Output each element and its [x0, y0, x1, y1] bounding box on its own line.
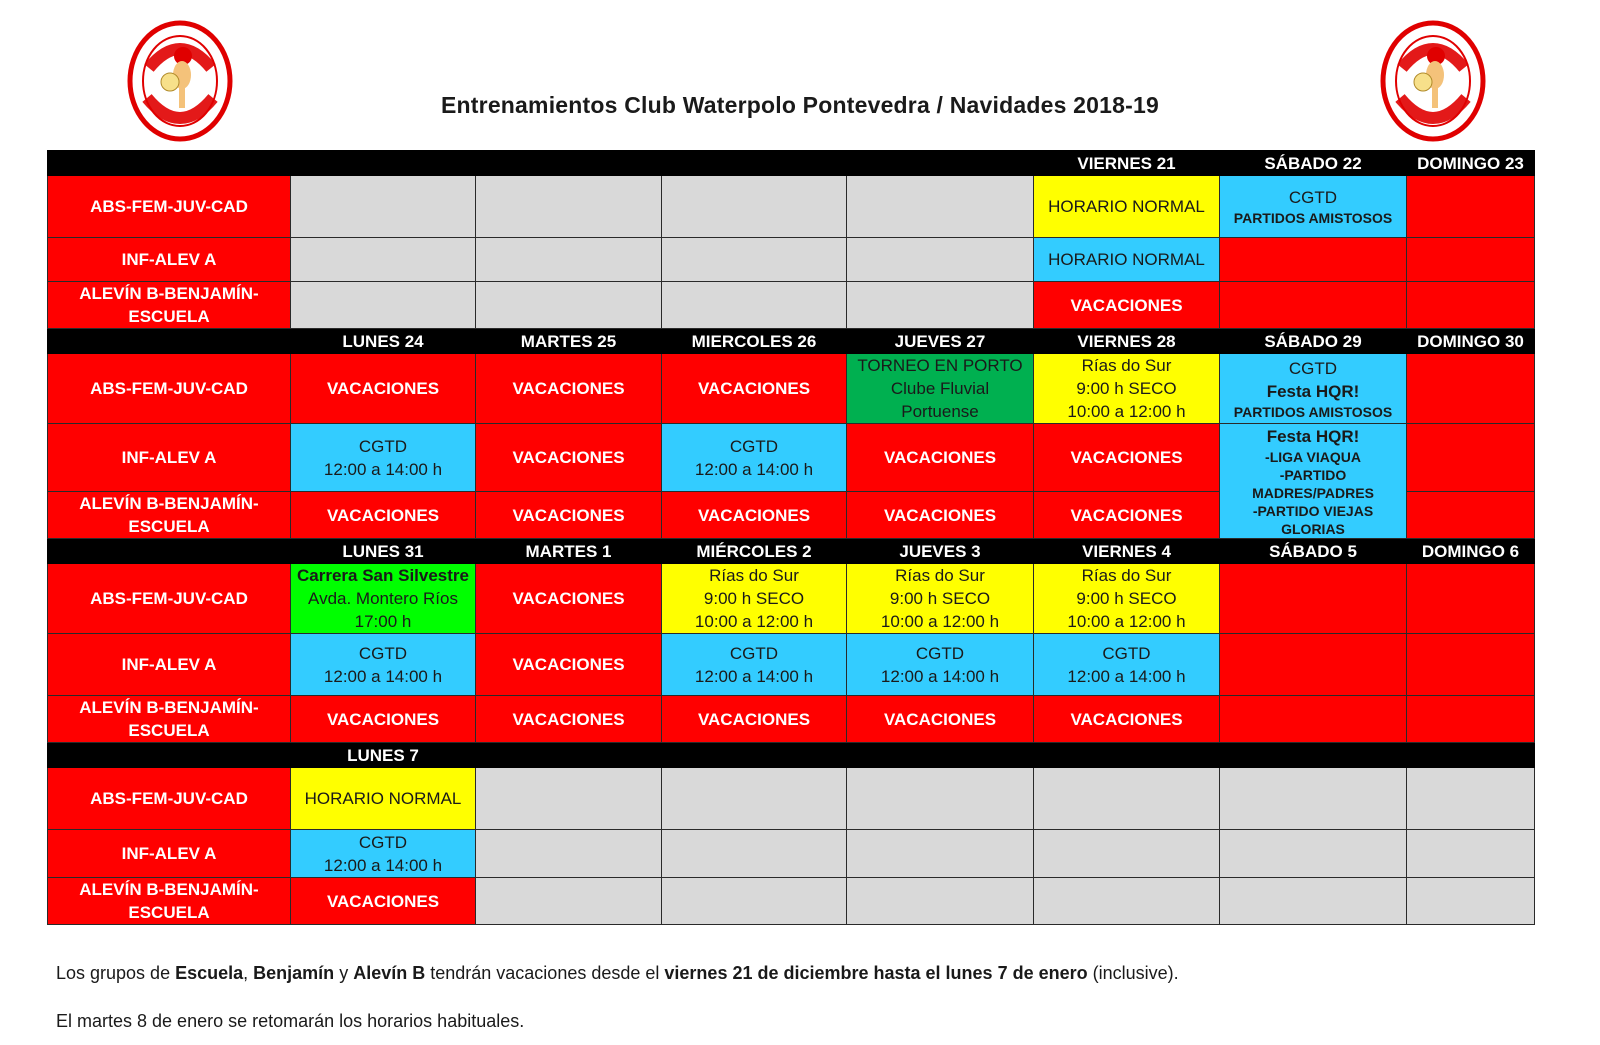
- empty-cell: [476, 176, 662, 238]
- club-logo-left: [127, 20, 233, 142]
- cell-line: -LIGA VIAQUA: [1265, 448, 1361, 465]
- schedule-cell: [1407, 696, 1535, 743]
- footer-text: ,: [243, 963, 254, 983]
- empty-cell: [476, 768, 662, 830]
- group-label: INF-ALEV A: [48, 238, 291, 282]
- empty-cell: [662, 830, 847, 878]
- day-header: JUEVES 27: [847, 329, 1034, 354]
- schedule-cell: [1220, 424, 1407, 539]
- footer-text: (inclusive).: [1087, 963, 1179, 983]
- cell-line: -PARTIDO: [1279, 466, 1347, 483]
- cell-line: MADRES/PADRES: [1252, 484, 1374, 501]
- schedule-cell: VACACIONES: [476, 424, 662, 492]
- schedule-cell: [1034, 634, 1220, 696]
- schedule-cell: VACACIONES: [662, 492, 847, 539]
- empty-cell: [476, 282, 662, 329]
- week-header-row: [48, 743, 1535, 768]
- week-header-row: [48, 329, 1535, 354]
- day-header: DOMINGO 6: [1407, 539, 1535, 564]
- schedule-cell: [1407, 176, 1535, 238]
- footer-bold: Benjamín: [253, 963, 335, 983]
- cell-line: 9:00 h SECO: [889, 589, 991, 608]
- schedule-cell: HORARIO NORMAL: [291, 768, 476, 830]
- schedule-row: [48, 354, 1535, 424]
- group-label: INF-ALEV A: [48, 830, 291, 878]
- schedule-cell: [1220, 354, 1407, 424]
- schedule-cell: [1220, 282, 1407, 329]
- schedule-cell: [291, 424, 476, 492]
- schedule-cell: [1407, 634, 1535, 696]
- cell-line: Carrera San Silvestre: [297, 566, 469, 585]
- cell-line: CGTD: [358, 643, 408, 663]
- day-header: [1034, 743, 1220, 768]
- day-header: [662, 743, 847, 768]
- day-header: [476, 743, 662, 768]
- cell-line: 12:00 a 14:00 h: [323, 666, 443, 686]
- day-header: [291, 151, 476, 176]
- group-label: ABS-FEM-JUV-CAD: [48, 768, 291, 830]
- day-header: SÁBADO 22: [1220, 151, 1407, 176]
- cell-line: 12:00 a 14:00 h: [694, 459, 814, 479]
- cell-line: 10:00 a 12:00 h: [694, 612, 814, 631]
- cell-line: Portuense: [901, 402, 979, 421]
- empty-cell: [847, 282, 1034, 329]
- schedule-cell: [291, 564, 476, 634]
- cell-line: CGTD: [1102, 643, 1151, 663]
- empty-cell: [847, 768, 1034, 830]
- empty-cell: [662, 282, 847, 329]
- day-header: SÁBADO 29: [1220, 329, 1407, 354]
- schedule-cell: [1407, 238, 1535, 282]
- empty-cell: [662, 768, 847, 830]
- schedule-row: [48, 696, 1535, 743]
- group-label: INF-ALEV A: [48, 424, 291, 492]
- cell-line: Rías do Sur: [1081, 356, 1172, 375]
- cell-line: 9:00 h SECO: [1076, 379, 1177, 398]
- schedule-cell: [847, 564, 1034, 634]
- schedule-cell: [1034, 564, 1220, 634]
- day-header: JUEVES 3: [847, 539, 1034, 564]
- cell-line: Avda. Montero Ríos: [308, 589, 458, 608]
- schedule-cell: VACACIONES: [291, 354, 476, 424]
- empty-cell: [291, 282, 476, 329]
- schedule-row: [48, 176, 1535, 238]
- day-header: MIERCOLES 26: [662, 329, 847, 354]
- footer-bold: viernes 21 de diciembre hasta el lunes 7 de enero: [664, 963, 1088, 983]
- day-header: MARTES 25: [476, 329, 662, 354]
- group-label: ABS-FEM-JUV-CAD: [48, 176, 291, 238]
- empty-cell: [476, 878, 662, 925]
- schedule-table: [47, 150, 1535, 925]
- cell-line: PARTIDOS AMISTOSOS: [1233, 210, 1393, 226]
- header-group-cell: [48, 743, 291, 768]
- schedule-cell: [1407, 424, 1535, 492]
- cell-line: 12:00 a 14:00 h: [880, 666, 1000, 686]
- schedule-cell: VACACIONES: [291, 492, 476, 539]
- day-header: SÁBADO 5: [1220, 539, 1407, 564]
- schedule-row: [48, 768, 1535, 830]
- cell-line: CGTD: [1288, 358, 1338, 378]
- schedule-cell: VACACIONES: [476, 354, 662, 424]
- schedule-cell: VACACIONES: [476, 696, 662, 743]
- footer-bold: Escuela: [175, 963, 244, 983]
- empty-cell: [1220, 830, 1407, 878]
- group-label: INF-ALEV A: [48, 634, 291, 696]
- empty-cell: [476, 830, 662, 878]
- cell-line: CGTD: [1288, 188, 1338, 207]
- schedule-cell: VACACIONES: [291, 878, 476, 925]
- header-group-cell: [48, 151, 291, 176]
- schedule-cell: VACACIONES: [1034, 696, 1220, 743]
- schedule-cell: VACACIONES: [662, 696, 847, 743]
- footer-note-vacations: [56, 963, 1179, 984]
- cell-line: PARTIDOS AMISTOSOS: [1233, 403, 1393, 420]
- empty-cell: [847, 176, 1034, 238]
- schedule-row: [48, 424, 1535, 492]
- day-header: [847, 151, 1034, 176]
- group-label: ABS-FEM-JUV-CAD: [48, 564, 291, 634]
- empty-cell: [847, 830, 1034, 878]
- footer-text: y: [334, 963, 354, 983]
- schedule-row: [48, 830, 1535, 878]
- cell-line: Festa HQR!: [1266, 381, 1360, 401]
- empty-cell: [1407, 830, 1535, 878]
- schedule-cell: VACACIONES: [847, 424, 1034, 492]
- cell-line: 17:00 h: [354, 612, 412, 631]
- group-label: ALEVÍN B-BENJAMÍN-ESCUELA: [48, 282, 291, 329]
- schedule-row: [48, 878, 1535, 925]
- schedule-cell: VACACIONES: [1034, 424, 1220, 492]
- cell-line: 12:00 a 14:00 h: [694, 666, 814, 686]
- day-header: DOMINGO 30: [1407, 329, 1535, 354]
- schedule-cell: HORARIO NORMAL: [1034, 238, 1220, 282]
- week-header-row: [48, 539, 1535, 564]
- schedule-cell: [1407, 282, 1535, 329]
- day-header: LUNES 7: [291, 743, 476, 768]
- empty-cell: [662, 238, 847, 282]
- day-header: [476, 151, 662, 176]
- schedule-cell: VACACIONES: [1034, 492, 1220, 539]
- cell-line: Rías do Sur: [709, 566, 799, 585]
- schedule-cell: VACACIONES: [847, 696, 1034, 743]
- schedule-cell: HORARIO NORMAL: [1034, 176, 1220, 238]
- schedule-row: [48, 564, 1535, 634]
- empty-cell: [662, 878, 847, 925]
- day-header: LUNES 24: [291, 329, 476, 354]
- schedule-cell: [1220, 176, 1407, 238]
- schedule-cell: [662, 634, 847, 696]
- schedule-cell: [291, 634, 476, 696]
- cell-line: CGTD: [358, 436, 408, 456]
- group-label: ABS-FEM-JUV-CAD: [48, 354, 291, 424]
- cell-line: 10:00 a 12:00 h: [1067, 402, 1186, 421]
- cell-line: 9:00 h SECO: [1076, 589, 1177, 608]
- header-group-cell: [48, 539, 291, 564]
- empty-cell: [1407, 768, 1535, 830]
- empty-cell: [662, 176, 847, 238]
- empty-cell: [847, 238, 1034, 282]
- day-header: MARTES 1: [476, 539, 662, 564]
- cell-line: Clube Fluvial: [890, 379, 990, 398]
- empty-cell: [291, 238, 476, 282]
- day-header: [1220, 743, 1407, 768]
- cell-line: Rías do Sur: [1081, 566, 1172, 585]
- schedule-cell: [291, 830, 476, 878]
- cell-line: 9:00 h SECO: [703, 589, 805, 608]
- cell-line: -PARTIDO VIEJAS GLORIAS: [1252, 502, 1374, 537]
- schedule-cell: [1220, 634, 1407, 696]
- cell-line: 12:00 a 14:00 h: [323, 459, 443, 479]
- cell-line: 10:00 a 12:00 h: [1067, 612, 1186, 631]
- cell-line: CGTD: [915, 643, 965, 663]
- header-group-cell: [48, 329, 291, 354]
- day-header: MIÉRCOLES 2: [662, 539, 847, 564]
- footer-bold: Alevín B: [353, 963, 426, 983]
- schedule-cell: [1407, 492, 1535, 539]
- footer-note-resume: El martes 8 de enero se retomarán los horarios habituales.: [56, 1011, 525, 1031]
- club-logo-right: [1380, 20, 1486, 142]
- schedule-cell: [1220, 696, 1407, 743]
- day-header: DOMINGO 23: [1407, 151, 1535, 176]
- schedule-cell: [1220, 564, 1407, 634]
- schedule-cell: [1034, 354, 1220, 424]
- empty-cell: [291, 176, 476, 238]
- cell-line: CGTD: [358, 832, 408, 852]
- empty-cell: [476, 238, 662, 282]
- schedule-row: [48, 634, 1535, 696]
- schedule-cell: [847, 354, 1034, 424]
- cell-line: 12:00 a 14:00 h: [323, 855, 443, 875]
- footer-text: Los grupos de: [56, 963, 176, 983]
- day-header: [662, 151, 847, 176]
- cell-line: Rías do Sur: [895, 566, 985, 585]
- empty-cell: [1034, 768, 1220, 830]
- schedule-cell: [662, 564, 847, 634]
- schedule-cell: VACACIONES: [1034, 282, 1220, 329]
- empty-cell: [847, 878, 1034, 925]
- cell-line: 12:00 a 14:00 h: [1067, 666, 1186, 686]
- day-header: VIERNES 28: [1034, 329, 1220, 354]
- schedule-row: [48, 238, 1535, 282]
- schedule-cell: VACACIONES: [476, 634, 662, 696]
- cell-line: TORNEO EN PORTO: [857, 356, 1023, 375]
- schedule-cell: VACACIONES: [662, 354, 847, 424]
- schedule-cell: [1220, 238, 1407, 282]
- page-title: Entrenamientos Club Waterpolo Pontevedra / Navidades 2018-19: [441, 92, 1159, 118]
- cell-line: Festa HQR!: [1266, 426, 1360, 446]
- empty-cell: [1220, 878, 1407, 925]
- day-header: VIERNES 21: [1034, 151, 1220, 176]
- empty-cell: [1220, 768, 1407, 830]
- schedule-cell: [1407, 564, 1535, 634]
- schedule-cell: VACACIONES: [847, 492, 1034, 539]
- schedule-row: [48, 282, 1535, 329]
- empty-cell: [1034, 878, 1220, 925]
- schedule-cell: VACACIONES: [476, 564, 662, 634]
- footer-text: tendrán vacaciones desde el: [425, 963, 665, 983]
- cell-line: CGTD: [729, 436, 779, 456]
- schedule-cell: [1407, 354, 1535, 424]
- cell-line: 10:00 a 12:00 h: [880, 612, 1000, 631]
- group-label: ALEVÍN B-BENJAMÍN-ESCUELA: [48, 878, 291, 925]
- schedule-cell: [847, 634, 1034, 696]
- cell-line: CGTD: [729, 643, 779, 663]
- week-header-row: [48, 151, 1535, 176]
- empty-cell: [1034, 830, 1220, 878]
- schedule-cell: [662, 424, 847, 492]
- schedule-cell: VACACIONES: [291, 696, 476, 743]
- day-header: LUNES 31: [291, 539, 476, 564]
- day-header: [847, 743, 1034, 768]
- group-label: ALEVÍN B-BENJAMÍN-ESCUELA: [48, 696, 291, 743]
- day-header: VIERNES 4: [1034, 539, 1220, 564]
- day-header: [1407, 743, 1535, 768]
- group-label: ALEVÍN B-BENJAMÍN-ESCUELA: [48, 492, 291, 539]
- schedule-cell: VACACIONES: [476, 492, 662, 539]
- empty-cell: [1407, 878, 1535, 925]
